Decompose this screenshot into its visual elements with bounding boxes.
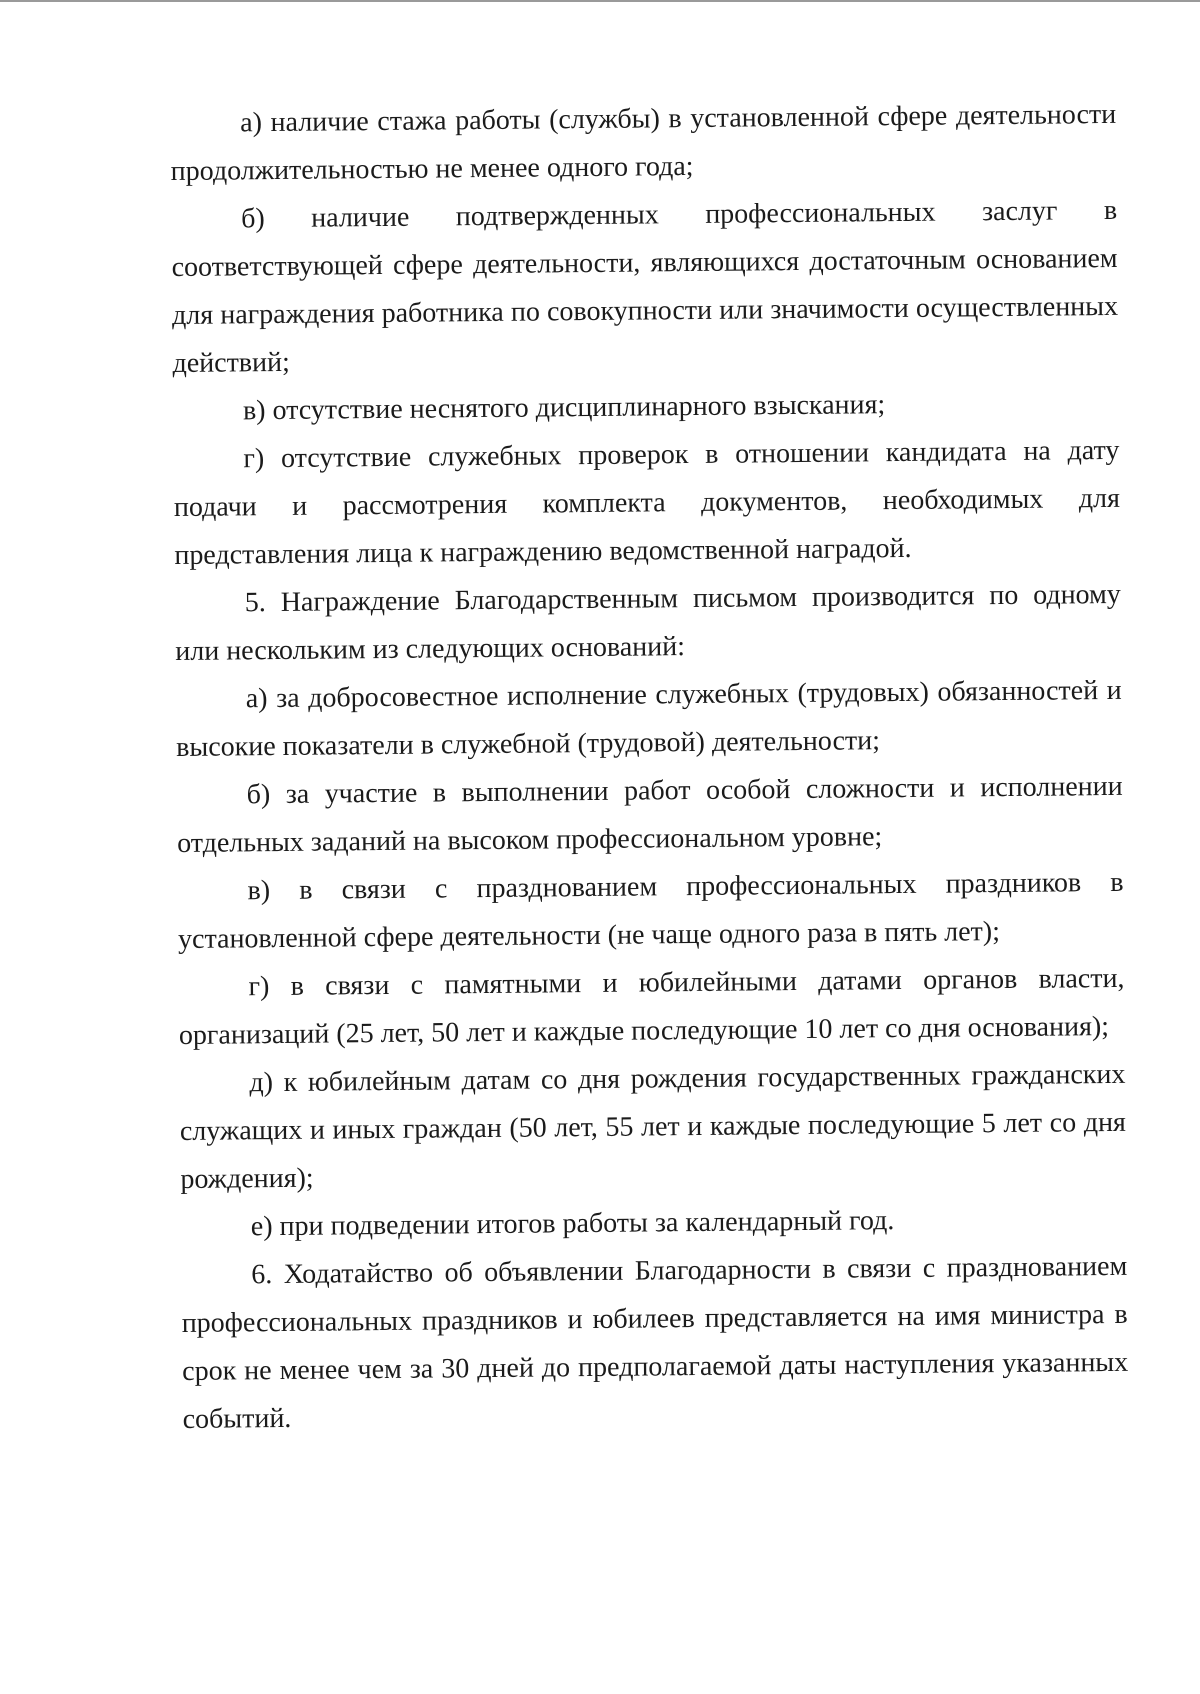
page-top-edge — [0, 0, 1200, 2]
paragraph-5b-complex-work: б) за участие в выполнении работ особой сложности и исполнении отдельных заданий на высоком профессиональном уровне; — [176, 770, 1123, 859]
paragraph-g-no-official-inspections: г) отсутствие служебных проверок в отношении кандидата на дату подачи и рассмотрения комплекта документов, необходимых для представления лица к награждению ведомственной наградой. — [173, 434, 1121, 571]
paragraph-5e-annual-results: е) при подведении итогов работы за календарный год. — [250, 1205, 895, 1243]
paragraph-6-petition-deadline: 6. Ходатайство об объявлении Благодарности в связи с празднованием профессиональных праздников и юбилеев представляется на имя министра в срок не менее чем за 30 дней до предполагаемой даты наступления указанных событий. — [181, 1250, 1129, 1435]
paragraph-5-letter-of-gratitude: 5. Награждение Благодарственным письмом производится по одному или нескольким из следующих оснований: — [175, 578, 1121, 667]
paragraph-a-work-experience: а) наличие стажа работы (службы) в установленной сфере деятельности продолжительностью не менее одного года; — [170, 98, 1117, 187]
paragraph-5g-memorable-dates: г) в связи с памятными и юбилейными датами органов власти, организаций (25 лет, 50 лет и каждые последующие 10 лет со дня основания); — [178, 962, 1125, 1051]
paragraph-b-professional-merits: б) наличие подтвержденных профессиональных заслуг в соответствующей сфере деятельности, являющихся достаточным основанием для награждения работника по совокупности или значимости осуществленных действий; — [171, 194, 1119, 379]
paragraph-5a-conscientious-performance: а) за добросовестное исполнение служебных (трудовых) обязанностей и высокие показатели в служебной (трудовой) деятельности; — [176, 674, 1122, 763]
document-body — [170, 91, 1129, 1444]
paragraph-5d-birthday-anniversaries: д) к юбилейным датам со дня рождения государственных гражданских служащих и иных граждан (50 лет, 55 лет и каждые последующие 5 лет со дня рождения); — [179, 1058, 1127, 1195]
paragraph-5v-professional-holidays: в) в связи с празднованием профессиональных праздников в установленной сфере деятельности (не чаще одного раза в пять лет); — [177, 866, 1124, 955]
paragraph-v-no-disciplinary-penalty: в) отсутствие неснятого дисциплинарного взыскания; — [242, 389, 886, 427]
